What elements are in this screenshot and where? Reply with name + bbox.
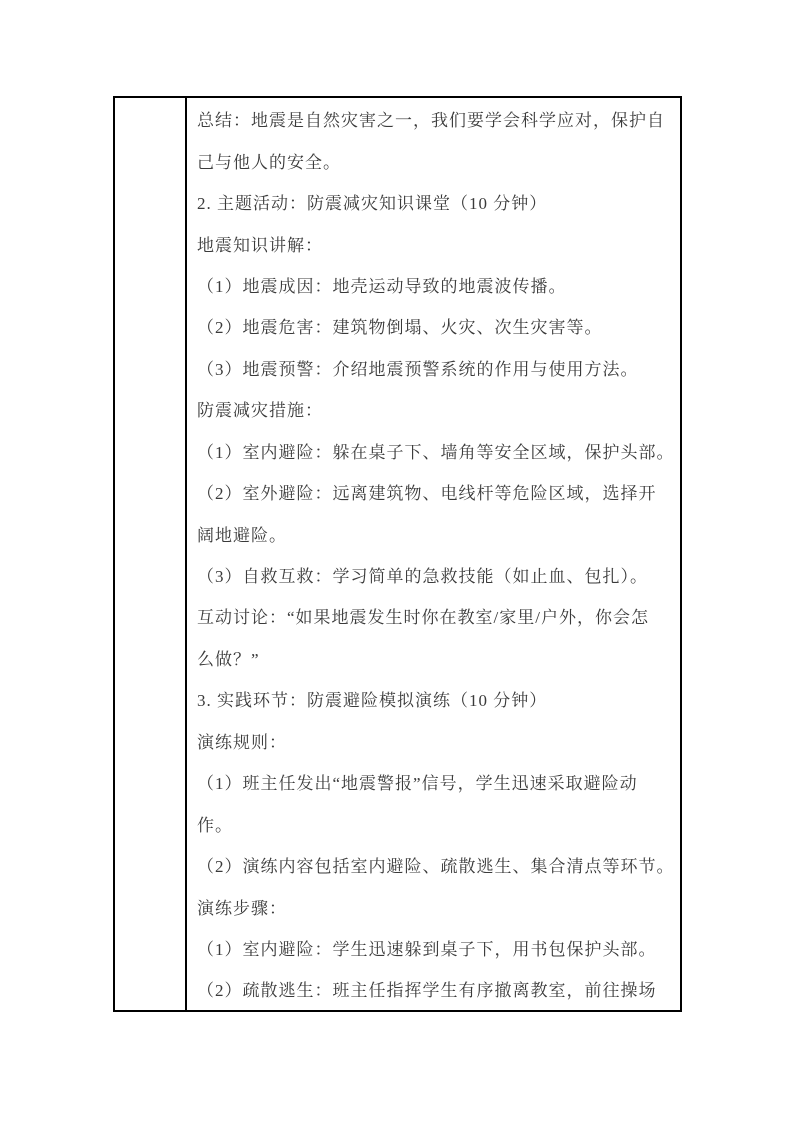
text-line: 3. 实践环节：防震避险模拟演练（10 分钟） (197, 691, 548, 711)
text-line: 互动讨论：“如果地震发生时你在教室/家里/户外，你会怎 (197, 608, 649, 628)
text-line: （1）室内避险：躲在桌子下、墙角等安全区域，保护头部。 (197, 442, 675, 462)
text-line: （2）疏散逃生：班主任指挥学生有序撤离教室，前往操场 (197, 981, 657, 1001)
text-line: （2）室外避险：远离建筑物、电线杆等危险区域，选择开 (197, 484, 657, 504)
text-line: 防震减灾措施： (197, 401, 323, 421)
text-line: 么做？” (197, 649, 260, 669)
table-content-cell (187, 98, 680, 1010)
text-line: （1）班主任发出“地震警报”信号，学生迅速采取避险动 (197, 774, 638, 794)
lesson-plan-table (113, 96, 682, 1012)
text-line: （3）地震预警：介绍地震预警系统的作用与使用方法。 (197, 359, 639, 379)
text-line: 地震知识讲解： (197, 235, 323, 255)
text-line: 阔地避险。 (197, 525, 287, 545)
text-line: 演练规则： (197, 732, 287, 752)
text-line: （2）演练内容包括室内避险、疏散逃生、集合清点等环节。 (197, 857, 675, 877)
text-line: 总结：地震是自然灾害之一，我们要学会科学应对，保护自 (197, 111, 665, 131)
text-line: （2）地震危害：建筑物倒塌、火灾、次生灾害等。 (197, 318, 603, 338)
text-line: （3）自救互救：学习简单的急救技能（如止血、包扎）。 (197, 567, 648, 587)
text-line: 己与他人的安全。 (197, 152, 341, 172)
text-line: 演练步骤： (197, 898, 287, 918)
text-line: 2. 主题活动：防震减灾知识课堂（10 分钟） (197, 194, 548, 214)
table-left-cell (115, 98, 187, 1010)
text-line: （1）室内避险：学生迅速躲到桌子下，用书包保护头部。 (197, 939, 657, 959)
text-line: 作。 (197, 815, 233, 835)
text-line: （1）地震成因：地壳运动导致的地震波传播。 (197, 276, 567, 296)
